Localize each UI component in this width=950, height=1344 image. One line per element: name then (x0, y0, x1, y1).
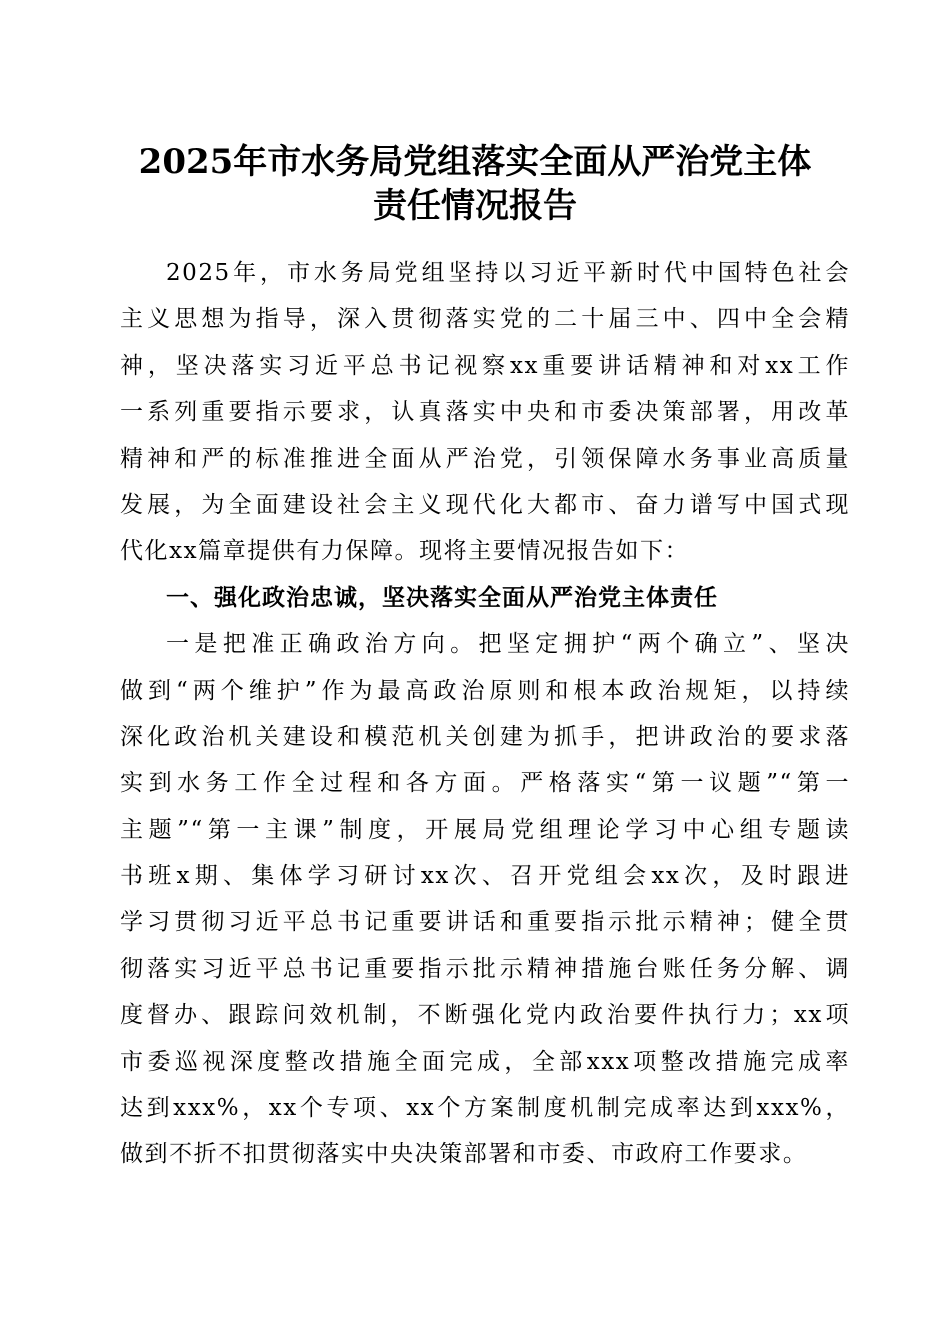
section-line: 主题”“第一主课”制度，开展局党组理论学习中心组专题读 (120, 816, 850, 843)
section-line: 做到“两个维护”作为最高政治原则和根本政治规矩，以持续 (120, 677, 850, 704)
section-line: 达到xxx%，xx个专项、xx个方案制度机制完成率达到xxx%， (120, 1095, 850, 1122)
intro-line: 一系列重要指示要求，认真落实中央和市委决策部署，用改革 (120, 399, 850, 426)
section-line: 度督办、跟踪问效机制，不断强化党内政治要件执行力；xx项 (120, 1002, 850, 1029)
section-line: 市委巡视深度整改措施全面完成，全部xxx项整改措施完成率 (120, 1048, 850, 1075)
intro-line: 2025年，市水务局党组坚持以习近平新时代中国特色社会 (166, 260, 850, 286)
section-line: 书班x期、集体学习研讨xx次、召开党组会xx次，及时跟进 (120, 863, 850, 890)
intro-line: 发展，为全面建设社会主义现代化大都市、奋力谱写中国式现 (120, 491, 850, 518)
section-heading: 一、强化政治忠诚，坚决落实全面从严治党主体责任 (166, 584, 718, 611)
section-line: 做到不折不扣贯彻落实中央决策部署和市委、市政府工作要求。 (120, 1141, 808, 1168)
section-line: 实到水务工作全过程和各方面。严格落实“第一议题”“第一 (120, 770, 850, 797)
intro-line: 神，坚决落实习近平总书记视察xx重要讲话精神和对xx工作 (120, 352, 850, 379)
section-line: 学习贯彻习近平总书记重要讲话和重要指示批示精神；健全贯 (120, 909, 850, 936)
section-line: 深化政治机关建设和模范机关创建为抓手，把讲政治的要求落 (120, 723, 850, 750)
intro-line: 主义思想为指导，深入贯彻落实党的二十届三中、四中全会精 (120, 306, 850, 333)
section-line: 彻落实习近平总书记重要指示批示精神措施台账任务分解、调 (120, 955, 850, 982)
document-title-line-1: 2025年市水务局党组落实全面从严治党主体 (138, 142, 812, 182)
document-body (120, 250, 850, 1178)
intro-line: 精神和严的标准推进全面从严治党，引领保障水务事业高质量 (120, 445, 850, 472)
document-title-line-2: 责任情况报告 (373, 186, 577, 226)
section-line: 一是把准正确政治方向。把坚定拥护“两个确立”、坚决 (166, 631, 850, 658)
intro-line: 代化xx篇章提供有力保障。现将主要情况报告如下： (120, 538, 690, 565)
